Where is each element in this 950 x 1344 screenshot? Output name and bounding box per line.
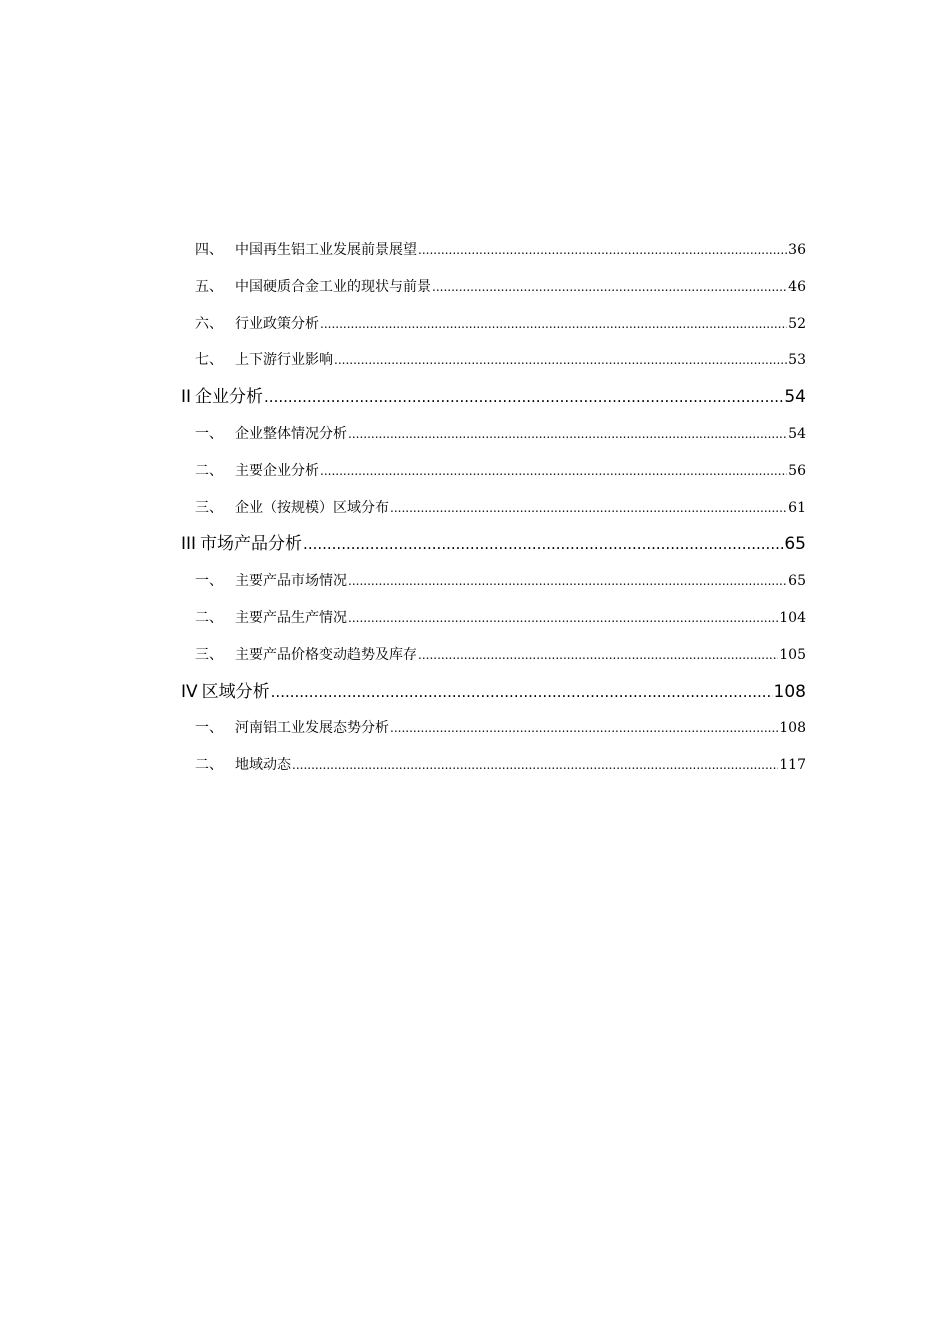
toc-entry-number: 三、: [195, 499, 223, 516]
toc-leader-dots: [320, 453, 787, 490]
toc-leader-dots: [348, 600, 778, 637]
toc-entry-page: 53: [788, 352, 806, 369]
toc-entry-number: 二、: [195, 462, 223, 479]
toc-entry[interactable]: [0, 747, 950, 784]
toc-leader-dots: [432, 269, 787, 306]
toc-entry-title: 中国再生铝工业发展前景展望: [235, 242, 417, 258]
toc-entry-number: 四、: [195, 242, 223, 258]
toc-entry-number: 七、: [195, 352, 223, 369]
toc-entry[interactable]: [0, 563, 950, 600]
toc-leader-dots: [390, 490, 787, 527]
toc-leader-dots: [390, 710, 778, 747]
toc-entry[interactable]: [0, 416, 950, 453]
toc-entry-number: 一、: [195, 573, 223, 590]
toc-entry[interactable]: [0, 453, 950, 490]
toc-entry-page: 52: [788, 315, 806, 332]
toc-entry-title: 行业政策分析: [235, 315, 319, 332]
toc-entry-page: 104: [779, 609, 806, 626]
toc-leader-dots: [348, 416, 787, 453]
toc-leader-dots: [303, 526, 783, 563]
toc-entry[interactable]: [0, 232, 950, 269]
toc-leader-dots: [334, 342, 787, 379]
toc-entry-page: 36: [788, 242, 806, 258]
toc-section-title: 区域分析: [201, 681, 270, 702]
toc-entry-page: 61: [788, 499, 806, 516]
toc-entry-page: 105: [779, 646, 806, 663]
toc-entry[interactable]: [0, 342, 950, 379]
toc-entry-title: 主要企业分析: [235, 462, 319, 479]
toc-section-heading[interactable]: [0, 526, 950, 563]
toc-section-title: 企业分析: [195, 387, 264, 408]
toc-entry[interactable]: [0, 490, 950, 527]
toc-leader-dots: [320, 306, 787, 343]
toc-entry-page: 46: [788, 278, 806, 295]
toc-entry-title: 主要产品生产情况: [235, 609, 347, 626]
table-of-contents: [0, 232, 950, 784]
toc-entry-page: 108: [779, 720, 806, 737]
toc-entry-title: 企业（按规模）区域分布: [235, 499, 389, 516]
toc-entry-title: 上下游行业影响: [235, 352, 333, 369]
toc-entry[interactable]: [0, 637, 950, 674]
toc-entry-title: 企业整体情况分析: [235, 425, 347, 442]
toc-entry-title: 中国硬质合金工业的现状与前景: [235, 278, 431, 295]
toc-section-number: III: [181, 534, 197, 555]
toc-entry[interactable]: [0, 269, 950, 306]
toc-section-number: IV: [181, 681, 198, 702]
toc-leader-dots: [271, 674, 773, 711]
toc-entry-page: 65: [788, 573, 806, 590]
toc-section-page: 65: [784, 534, 806, 555]
toc-entry-number: 六、: [195, 315, 223, 332]
toc-entry-number: 三、: [195, 646, 223, 663]
toc-entry-title: 主要产品市场情况: [235, 573, 347, 590]
toc-section-page: 54: [784, 387, 806, 408]
toc-section-heading[interactable]: [0, 674, 950, 711]
toc-section-number: II: [181, 387, 192, 408]
toc-leader-dots: [418, 232, 787, 269]
toc-section-heading[interactable]: [0, 379, 950, 416]
toc-entry[interactable]: [0, 600, 950, 637]
toc-entry-number: 一、: [195, 425, 223, 442]
toc-leader-dots: [418, 637, 778, 674]
toc-entry[interactable]: [0, 306, 950, 343]
toc-leader-dots: [292, 747, 778, 784]
toc-entry-title: 主要产品价格变动趋势及库存: [235, 646, 417, 663]
toc-entry-number: 二、: [195, 757, 223, 774]
toc-section-title: 市场产品分析: [200, 534, 303, 555]
toc-entry-number: 五、: [195, 278, 223, 295]
toc-entry[interactable]: [0, 710, 950, 747]
toc-leader-dots: [264, 379, 783, 416]
toc-entry-page: 56: [788, 462, 806, 479]
toc-entry-page: 117: [779, 757, 806, 774]
toc-section-page: 108: [773, 681, 806, 702]
toc-entry-title: 河南铝工业发展态势分析: [235, 720, 389, 737]
toc-entry-number: 二、: [195, 609, 223, 626]
toc-leader-dots: [348, 563, 787, 600]
toc-entry-page: 54: [788, 425, 806, 442]
toc-entry-number: 一、: [195, 720, 223, 737]
toc-entry-title: 地域动态: [235, 757, 291, 774]
